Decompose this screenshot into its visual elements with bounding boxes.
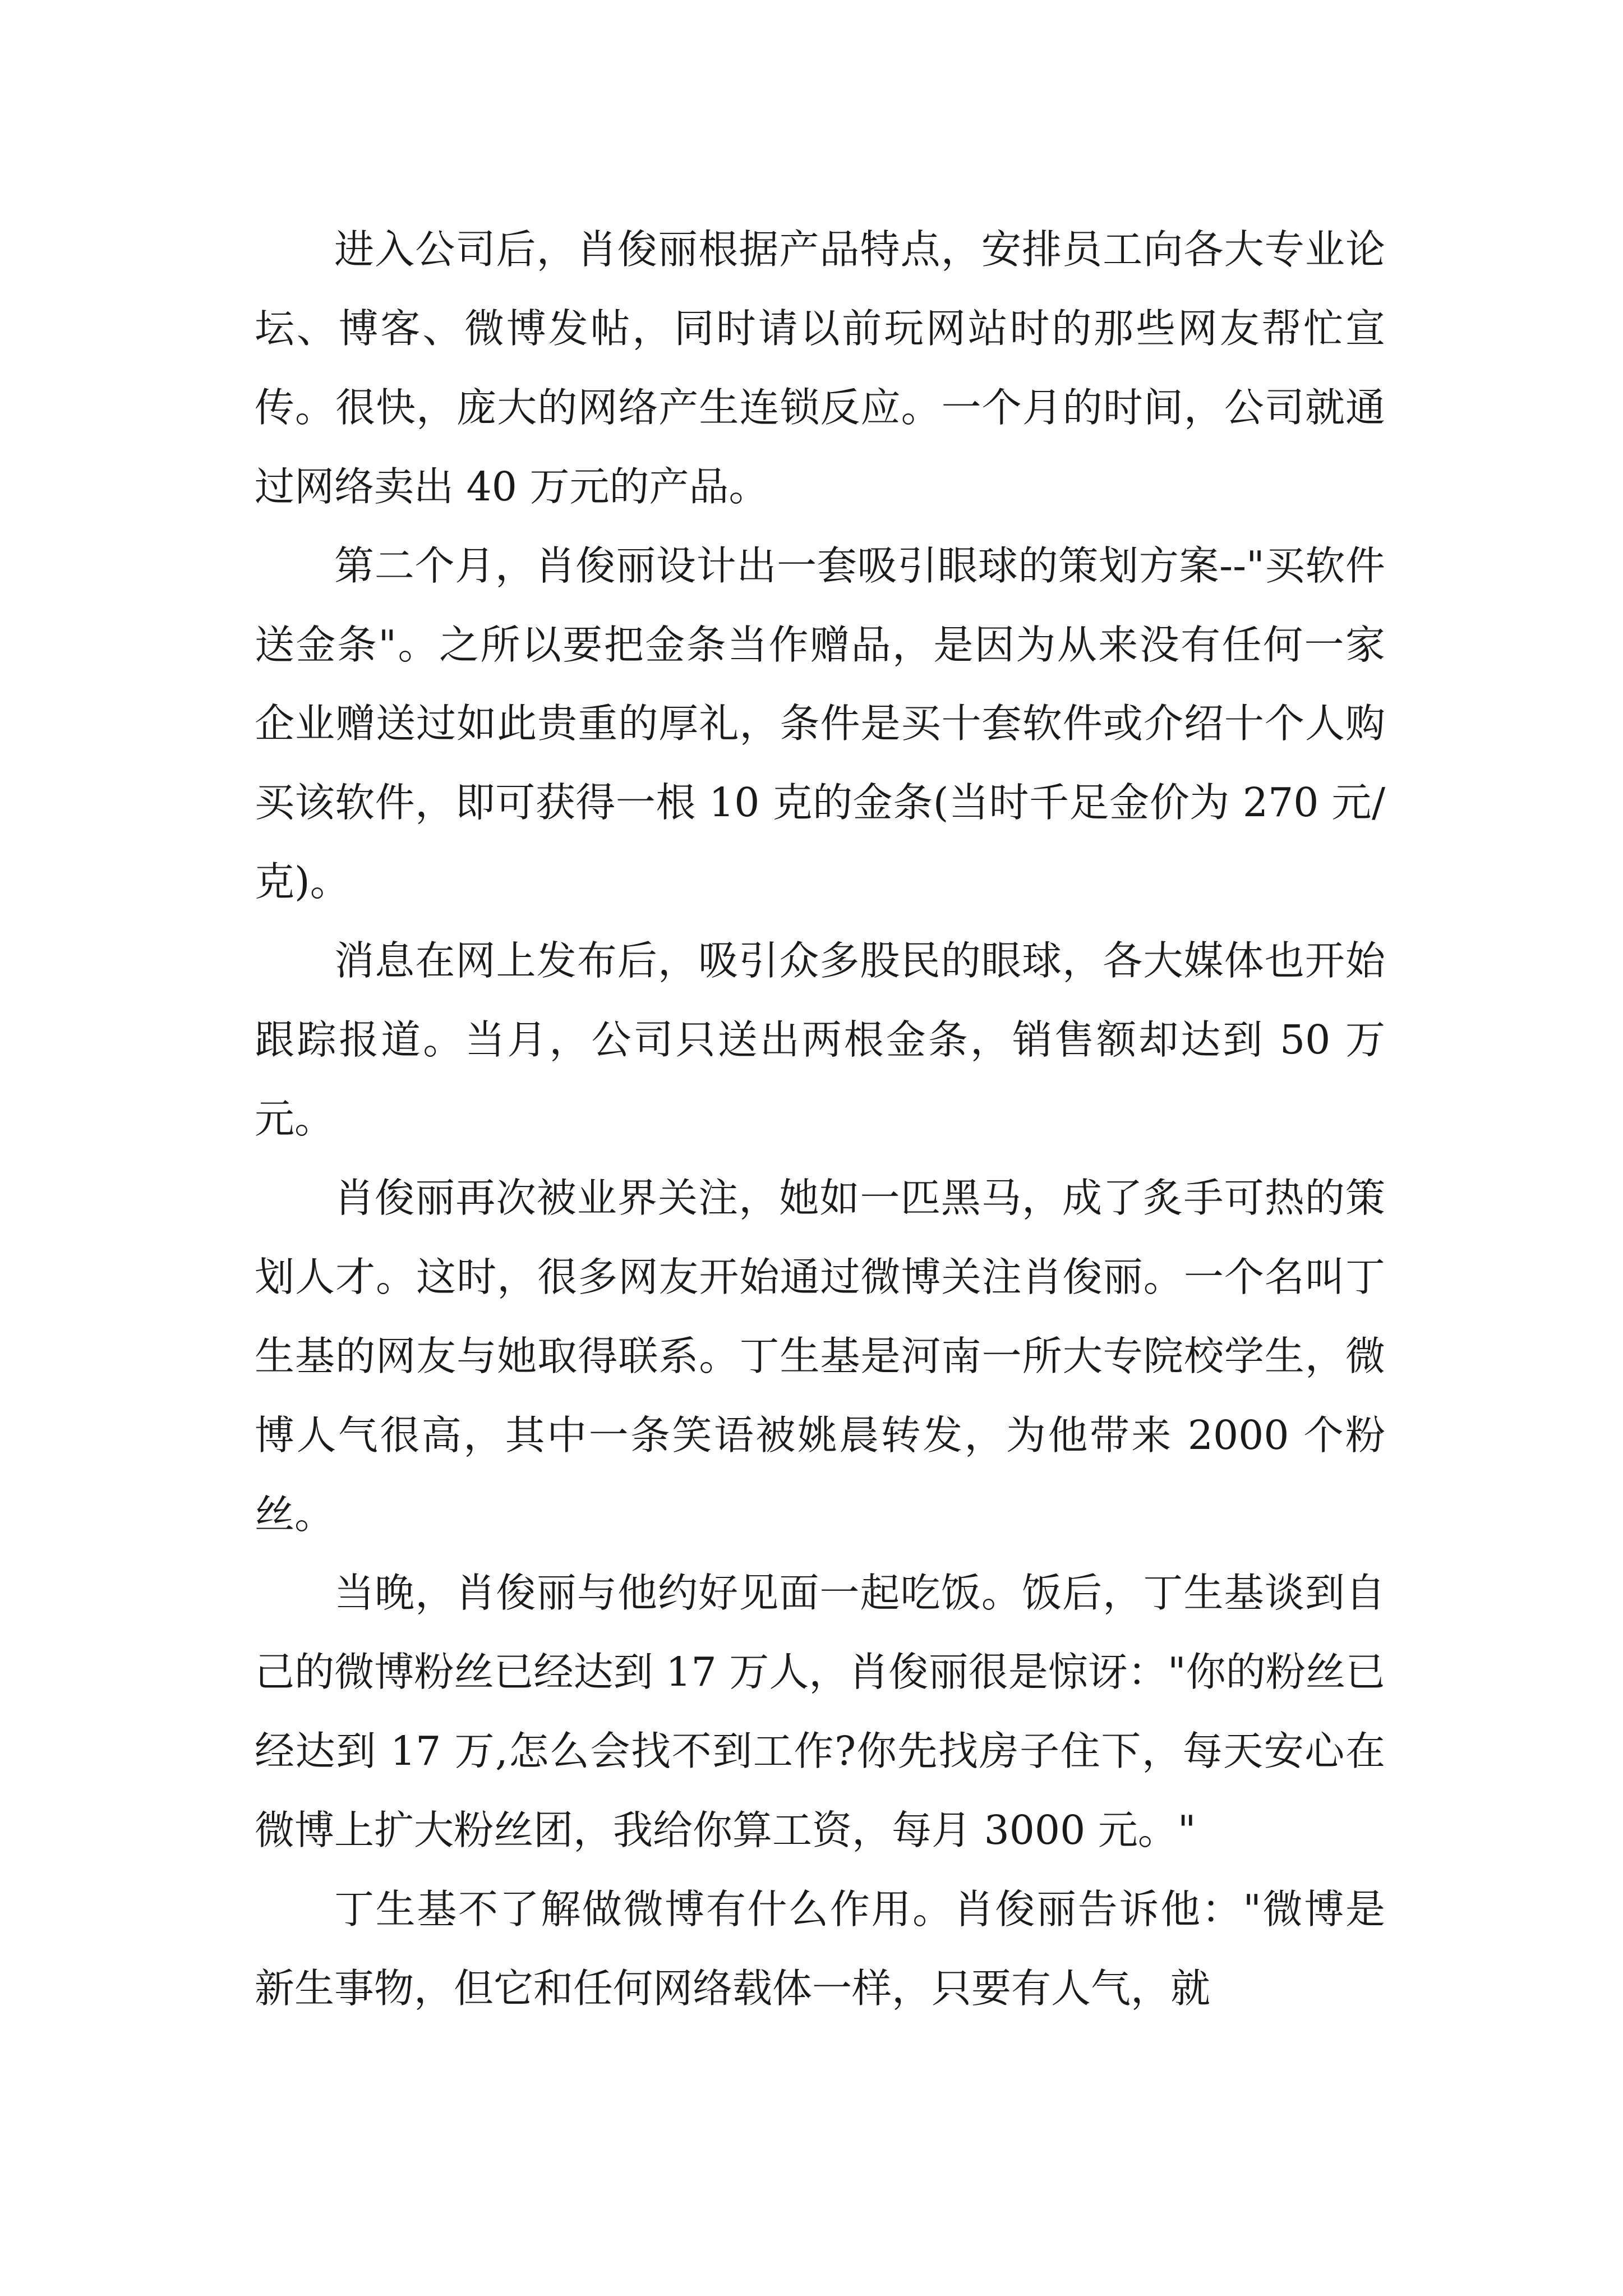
paragraph: 当晚，肖俊丽与他约好见面一起吃饭。饭后，丁生基谈到自己的微博粉丝已经达到 17 万人，肖俊丽很是惊讶："你的粉丝已经达到 17 万,怎么会找不到工作?你先找房子住下，每天安心在微博上扩大粉丝团，我给你算工资，每月 3000 元。" [255,1570,1385,1854]
paragraph: 进入公司后，肖俊丽根据产品特点，安排员工向各大专业论坛、博客、微博发帖，同时请以前玩网站时的那些网友帮忙宣传。很快，庞大的网络产生连锁反应。一个月的时间，公司就通过网络卖出 40 万元的产品。 [255,226,1385,510]
paragraph: 消息在网上发布后，吸引众多股民的眼球，各大媒体也开始跟踪报道。当月，公司只送出两根金条，销售额却达到 50 万元。 [255,937,1385,1142]
paragraph: 第二个月，肖俊丽设计出一套吸引眼球的策划方案--"买软件送金条"。之所以要把金条当作赠品，是因为从来没有任何一家企业赠送过如此贵重的厚礼，条件是买十套软件或介绍十个人购买该软件，即可获得一根 10 克的金条(当时千足金价为 270 元/克)。 [255,542,1385,905]
paragraph: 丁生基不了解做微博有什么作用。肖俊丽告诉他："微博是新生事物，但它和任何网络载体一样，只要有人气，就 [255,1886,1385,2012]
body-text [255,210,1385,2028]
paragraph: 肖俊丽再次被业界关注，她如一匹黑马，成了炙手可热的策划人才。这时，很多网友开始通过微博关注肖俊丽。一个名叫丁生基的网友与她取得联系。丁生基是河南一所大专院校学生，微博人气很高，其中一条笑语被姚晨转发，为他带来 2000 个粉丝。 [255,1174,1385,1538]
